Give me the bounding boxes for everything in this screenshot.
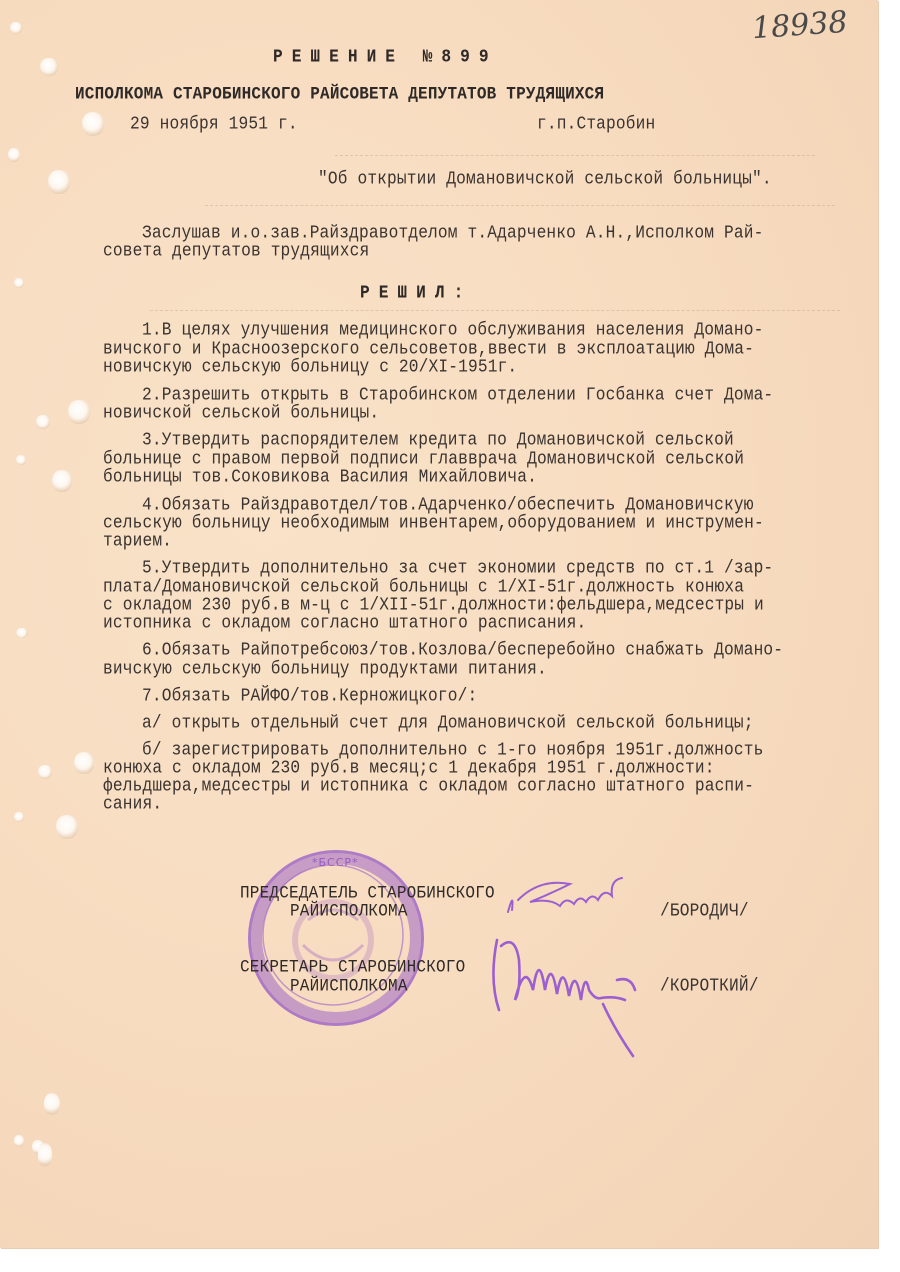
item-2-line: новичской сельской больницы. (103, 402, 380, 424)
punch-hole (82, 112, 104, 136)
punch-hole (38, 765, 52, 779)
punch-hole (16, 628, 28, 638)
item-6-line: 6.Обязать Райпотребсоюз/тов.Козлова/бесперебойно снабжать Домано- (142, 639, 784, 661)
item-5-line: истопника с окладом согласно штатного расписания. (103, 612, 587, 634)
fill-line (150, 310, 840, 311)
preamble-line: Заслушав и.о.зав.Райздравотделом т.Адарченко А.Н.,Исполком Рай- (142, 222, 764, 244)
item-5-line: плата/Домановичской сельской больницы с 1/XI-51г.должность конюха (103, 576, 745, 598)
issuing-authority: ИСПОЛКОМА СТАРОБИНСКОГО РАЙСОВЕТА ДЕПУТАТОВ ТРУДЯЩИХСЯ (75, 83, 605, 105)
item-7a-line: а/ открыть отдельный счет для Домановичской сельской больницы; (142, 712, 754, 734)
document-heading: РЕШЕНИЕ №899 (273, 46, 498, 68)
item-7b-line: конюха с окладом 230 руб.в месяц;с 1 декабря 1951 г.должности: (103, 757, 715, 779)
stamp-text: *БССР* (312, 856, 359, 869)
secretary-signature-icon (485, 930, 645, 1060)
punch-hole (10, 22, 22, 34)
item-2-line: 2.Разрешить открыть в Старобинском отделении Госбанка счет Дома- (142, 384, 774, 406)
item-4-line: 4.Обязать Райздравотдел/тов.Адарченко/обеспечить Домановичскую (142, 494, 754, 516)
item-7b-line: фельдшера,медсестры и истопника с окладом согласно штатного распи- (103, 775, 755, 797)
item-1-line: 1.В целях улучшения медицинского обслуживания населения Домано- (142, 319, 764, 341)
item-3-line: больнице с правом первой подписи главврача Домановичской сельской (103, 448, 745, 470)
item-1-line: новичскую сельскую больницу с 20/XI-1951г. (103, 356, 518, 378)
punch-hole (56, 815, 78, 839)
item-4-line: сельскую больницу необходимым инвентарем,оборудованием и инструмен- (103, 512, 764, 534)
item-6-line: вичскую сельскую больницу продуктами питания. (103, 658, 547, 680)
document-date: 29 ноября 1951 г. (130, 113, 298, 135)
item-4-line: тарием. (103, 530, 173, 552)
chairman-signature-icon (500, 870, 640, 920)
signatory-2-name: /КОРОТКИЙ/ (660, 975, 759, 997)
fill-line (205, 205, 835, 206)
punch-hole (16, 455, 26, 465)
punch-hole (74, 752, 94, 774)
document-place: г.п.Старобин (537, 113, 656, 135)
punch-hole (48, 170, 70, 194)
item-5-line: 5.Утвердить дополнительно за счет экономии средств по ст.1 /зар- (142, 557, 774, 579)
item-3-line: 3.Утвердить распорядителем кредита по Домановичской сельской (142, 429, 734, 451)
punch-hole (40, 58, 58, 76)
signatory-1-title: РАЙИСПОЛКОМА (290, 900, 408, 922)
punch-hole (14, 812, 24, 822)
punch-hole (8, 148, 20, 162)
signatory-2-title: СЕКРЕТАРЬ СТАРОБИНСКОГО (240, 956, 466, 978)
official-stamp (248, 850, 424, 1026)
preamble-line: совета депутатов трудящихся (103, 240, 370, 262)
item-1-line: вичского и Красноозерского сельсоветов,ввести в эксплоатацию Дома- (103, 338, 755, 360)
punch-hole (44, 1093, 60, 1115)
item-5-line: с окладом 230 руб.в м-ц с 1/XII-51г.должности:фельдшера,медсестры и (103, 594, 764, 616)
item-7b-line: сания. (103, 793, 163, 815)
signatory-1-title: ПРЕДСЕДАТЕЛЬ СТАРОБИНСКОГО (240, 882, 495, 904)
document-subject: "Об открытии Домановичской сельской больницы". (318, 168, 772, 190)
signatory-1-name: /БОРОДИЧ/ (660, 900, 749, 922)
item-7b-line: б/ зарегистрировать дополнительно с 1-го ноября 1951г.должность (142, 739, 764, 761)
archive-number: 18938 (750, 4, 849, 47)
punch-hole (52, 470, 72, 492)
punch-hole (36, 415, 50, 429)
resolved-heading: РЕШИЛ: (360, 282, 473, 304)
punch-hole (14, 1135, 24, 1147)
punch-hole (38, 1143, 52, 1167)
punch-hole (68, 400, 90, 424)
item-7-line: 7.Обязать РАЙФО/тов.Керножицкого/: (142, 685, 478, 707)
signatory-2-title: РАЙИСПОЛКОМА (290, 975, 408, 997)
item-3-line: больницы тов.Соковикова Василия Михайловича. (103, 466, 538, 488)
punch-hole (14, 278, 24, 288)
fill-line (335, 155, 815, 156)
